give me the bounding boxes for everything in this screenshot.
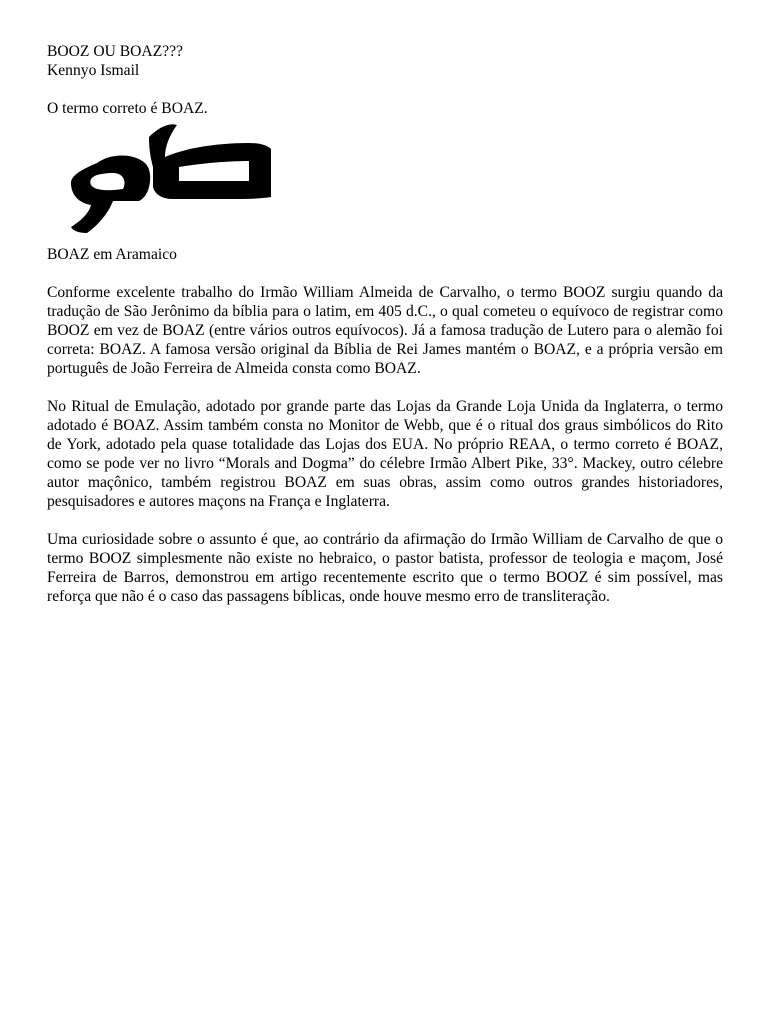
spacer: [47, 511, 723, 530]
intro-statement: O termo correto é BOAZ.: [47, 100, 208, 117]
spacer: [47, 378, 723, 397]
aramaic-script-glyph-icon: [53, 123, 275, 235]
paragraph-carvalho-translation: Conforme excelente trabalho do Irmão William Almeida de Carvalho, o termo BOOZ surgiu quando da tradução de São Jerônimo da bíblia para o latim, em 405 d.C., o qual cometeu o equívoco de registrar como BOOZ em vez de BOAZ (entre vários outros equívocos). Já a famosa tradução de Lutero para o alemão foi correta: BOAZ. A famosa versão original da Bíblia de Rei James mantém o BOAZ, e a própria versão em português de João Ferreira de Almeida consta como BOAZ.: [47, 284, 723, 377]
paragraph-curiosity: Uma curiosidade sobre o assunto é que, ao contrário da afirmação do Irmão William de Carvalho de que o termo BOOZ simplesmente não existe no hebraico, o pastor batista, professor de teologia e maçom, José Ferreira de Barros, demonstrou em artigo recentemente escrito que o termo BOOZ é sim possível, mas reforça que não é o caso das passagens bíblicas, onde houve mesmo erro de transliteração.: [47, 531, 723, 605]
spacer: [47, 264, 723, 283]
document-author: Kennyo Ismail: [47, 62, 140, 79]
image-caption: BOAZ em Aramaico: [47, 246, 177, 263]
paragraph-rituals: No Ritual de Emulação, adotado por grande parte das Lojas da Grande Loja Unida da Inglaterra, o termo adotado é BOAZ. Assim também consta no Monitor de Webb, que é o ritual dos graus simbólicos do Rito de York, adotado pela quase totalidade das Lojas dos EUA. No próprio REAA, o termo correto é BOAZ, como se pode ver no livro “Morals and Dogma” do célebre Irmão Albert Pike, 33°. Mackey, outro célebre autor maçônico, também registrou BOAZ em suas obras, assim como outros grandes historiadores, pesquisadores e autores maçons na França e Inglaterra.: [47, 398, 723, 510]
spacer: [47, 80, 723, 99]
document-page: [47, 42, 723, 606]
document-title: BOOZ OU BOAZ???: [47, 43, 183, 60]
